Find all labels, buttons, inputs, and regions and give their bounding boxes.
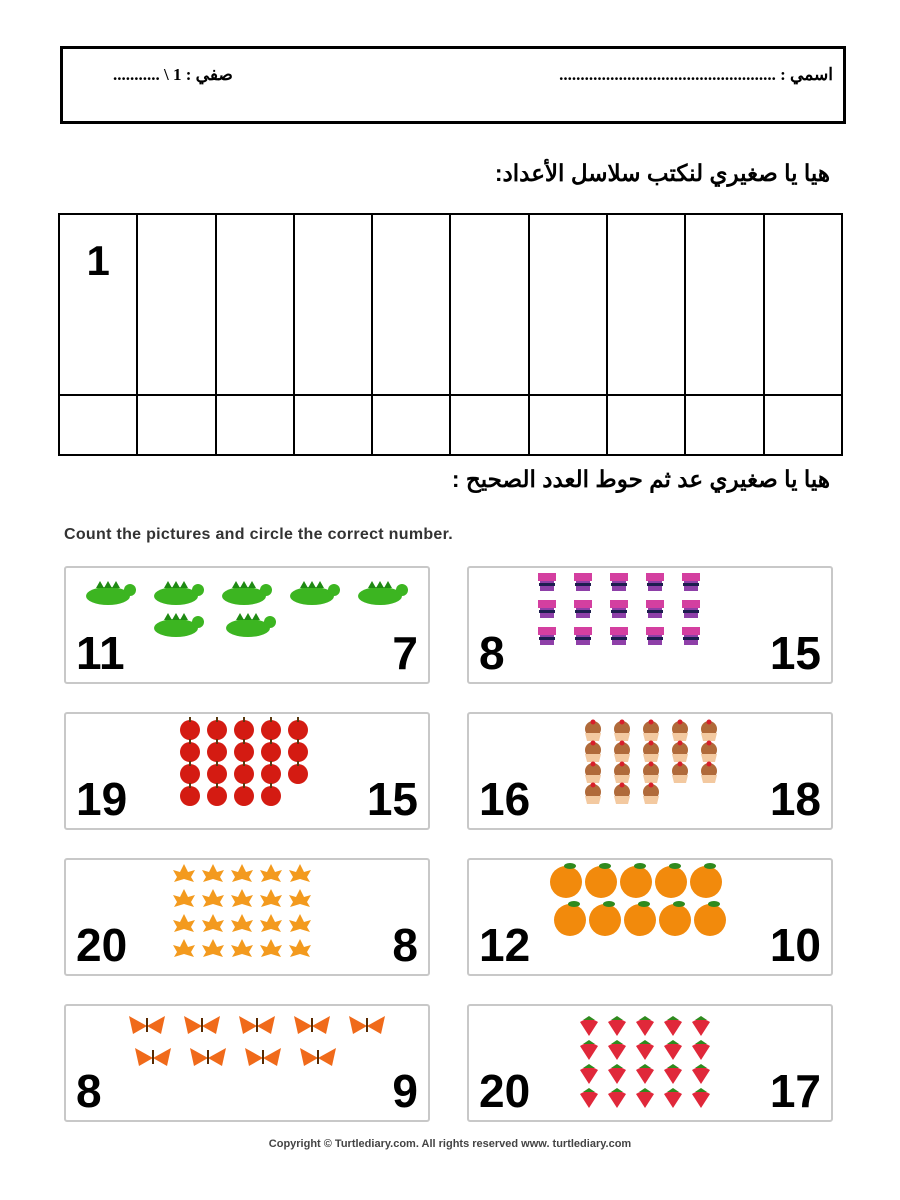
grid-cell[interactable]: [450, 214, 528, 395]
grid-cell[interactable]: [529, 395, 607, 455]
dinosaur-icon: [86, 581, 136, 605]
cupcake-icon: [614, 720, 630, 742]
maple-leaf-icon: [202, 914, 224, 932]
answer-option-right[interactable]: 17: [769, 1065, 821, 1117]
answer-option-left[interactable]: 20: [76, 919, 128, 971]
strawberry-icon: [636, 1064, 654, 1084]
maple-leaf-icon: [289, 914, 311, 932]
cupcake-icon: [672, 720, 688, 742]
apple-icon: [261, 739, 281, 762]
copyright-footer: Copyright © Turtlediary.com. All rights reserved www. turtlediary.com: [268, 1138, 632, 1150]
cupcake-icon: [643, 783, 659, 805]
cupcake-icon: [643, 741, 659, 763]
strawberry-icon: [580, 1016, 598, 1036]
class-field-label: صفي : 1 \ ...........: [113, 65, 233, 84]
flower-pot-icon: [574, 600, 592, 618]
maple-leaf-icon: [173, 914, 195, 932]
strawberry-icon: [664, 1088, 682, 1108]
maple-leaf-icon: [173, 889, 195, 907]
maple-leaf-icon: [202, 939, 224, 957]
grid-cell[interactable]: [294, 395, 372, 455]
grid-cell[interactable]: [764, 395, 842, 455]
apple-icon: [288, 761, 308, 784]
flower-pot-icon: [574, 573, 592, 591]
maple-leaf-icon: [231, 889, 253, 907]
grid-cell[interactable]: [59, 214, 137, 395]
answer-option-left[interactable]: 12: [479, 919, 531, 971]
maple-leaf-icon: [202, 889, 224, 907]
maple-leaf-icon: [202, 864, 224, 882]
cupcake-icon: [585, 783, 601, 805]
flower-pot-icon: [682, 627, 700, 645]
flower-pot-icon: [574, 627, 592, 645]
apple-icon: [288, 717, 308, 740]
name-class-box: [60, 46, 846, 124]
orange-icon: [589, 901, 621, 936]
flower-pot-icon: [682, 600, 700, 618]
answer-option-right[interactable]: 15: [366, 773, 418, 825]
answer-option-right[interactable]: 7: [392, 627, 418, 679]
strawberry-icon: [692, 1016, 710, 1036]
strawberry-icon: [692, 1040, 710, 1060]
flower-pot-icon: [610, 627, 628, 645]
maple-leaf-icon: [260, 939, 282, 957]
apple-icon: [207, 717, 227, 740]
maple-leaf-icon: [173, 864, 195, 882]
orange-icon: [690, 863, 722, 898]
grid-cell[interactable]: [294, 214, 372, 395]
answer-option-left[interactable]: 16: [479, 773, 531, 825]
apple-icon: [261, 783, 281, 806]
answer-option-left[interactable]: 19: [76, 773, 128, 825]
maple-leaf-icon: [260, 914, 282, 932]
counting-card: [64, 858, 430, 976]
counting-instruction: Count the pictures and circle the correct number.: [64, 526, 454, 543]
grid-cell[interactable]: [137, 214, 215, 395]
butterfly-icon: [190, 1048, 226, 1066]
answer-option-right[interactable]: 18: [769, 773, 821, 825]
cupcake-icon: [701, 741, 717, 763]
maple-leaf-icon: [231, 939, 253, 957]
grid-cell[interactable]: [216, 395, 294, 455]
apple-icon: [180, 761, 200, 784]
strawberry-icon: [580, 1088, 598, 1108]
dinosaur-icon: [358, 581, 408, 605]
answer-option-left[interactable]: 20: [479, 1065, 531, 1117]
flower-pot-icon: [646, 573, 664, 591]
apple-icon: [207, 761, 227, 784]
grid-cell[interactable]: [372, 214, 450, 395]
butterfly-icon: [239, 1016, 275, 1034]
cupcake-icon: [701, 762, 717, 784]
counting-card: [467, 566, 833, 684]
counting-card: [467, 712, 833, 830]
dinosaur-icon: [154, 613, 204, 637]
cupcake-icon: [643, 762, 659, 784]
orange-icon: [620, 863, 652, 898]
apple-icon: [180, 783, 200, 806]
apple-icon: [234, 717, 254, 740]
apple-icon: [261, 761, 281, 784]
apple-icon: [234, 783, 254, 806]
answer-option-right[interactable]: 10: [769, 919, 821, 971]
grid-cell[interactable]: [685, 395, 763, 455]
dinosaur-icon: [226, 613, 276, 637]
answer-option-right[interactable]: 8: [392, 919, 418, 971]
strawberry-icon: [636, 1088, 654, 1108]
counting-card: [64, 1004, 430, 1122]
orange-icon: [659, 901, 691, 936]
flower-pot-icon: [538, 573, 556, 591]
grid-cell-value: 1: [86, 237, 110, 284]
picture-group: [66, 1006, 432, 1124]
grid-cell[interactable]: [607, 214, 685, 395]
dinosaur-icon: [222, 581, 272, 605]
strawberry-icon: [692, 1088, 710, 1108]
counting-heading: هيا يا صغيري عد ثم حوط العدد الصحيح :: [451, 466, 830, 492]
grid-cell[interactable]: [607, 395, 685, 455]
strawberry-icon: [664, 1064, 682, 1084]
cupcake-icon: [672, 741, 688, 763]
cupcake-icon: [585, 762, 601, 784]
grid-cell[interactable]: [216, 214, 294, 395]
grid-cell[interactable]: [450, 395, 528, 455]
answer-option-left[interactable]: 8: [76, 1065, 102, 1117]
maple-leaf-icon: [289, 889, 311, 907]
grid-cell[interactable]: [59, 395, 137, 455]
strawberry-icon: [608, 1016, 626, 1036]
apple-icon: [180, 717, 200, 740]
flower-pot-icon: [646, 627, 664, 645]
strawberry-icon: [636, 1040, 654, 1060]
grid-cell[interactable]: [137, 395, 215, 455]
flower-pot-icon: [682, 573, 700, 591]
strawberry-icon: [608, 1064, 626, 1084]
grid-row: [59, 214, 842, 395]
strawberry-icon: [580, 1040, 598, 1060]
number-sequence-grid: [58, 213, 843, 456]
strawberry-icon: [692, 1064, 710, 1084]
apple-icon: [234, 761, 254, 784]
orange-icon: [554, 901, 586, 936]
cupcake-icon: [643, 720, 659, 742]
flower-pot-icon: [538, 600, 556, 618]
maple-leaf-icon: [260, 864, 282, 882]
orange-icon: [694, 901, 726, 936]
maple-leaf-icon: [289, 939, 311, 957]
cupcake-icon: [672, 762, 688, 784]
strawberry-icon: [664, 1016, 682, 1036]
orange-icon: [585, 863, 617, 898]
maple-leaf-icon: [260, 889, 282, 907]
orange-icon: [550, 863, 582, 898]
orange-icon: [655, 863, 687, 898]
apple-icon: [234, 739, 254, 762]
flower-pot-icon: [646, 600, 664, 618]
butterfly-icon: [300, 1048, 336, 1066]
answer-option-right[interactable]: 15: [769, 627, 821, 679]
answer-option-left[interactable]: 8: [479, 627, 505, 679]
orange-icon: [624, 901, 656, 936]
dinosaur-icon: [290, 581, 340, 605]
strawberry-icon: [608, 1040, 626, 1060]
flower-pot-icon: [538, 627, 556, 645]
strawberry-icon: [580, 1064, 598, 1084]
grid-cell[interactable]: [685, 214, 763, 395]
sequence-heading: هيا يا صغيري لنكتب سلاسل الأعداد:: [494, 160, 830, 186]
apple-icon: [207, 739, 227, 762]
butterfly-icon: [184, 1016, 220, 1034]
strawberry-icon: [664, 1040, 682, 1060]
cupcake-icon: [614, 762, 630, 784]
apple-icon: [261, 717, 281, 740]
apple-icon: [180, 739, 200, 762]
flower-pot-icon: [610, 573, 628, 591]
maple-leaf-icon: [173, 939, 195, 957]
counting-card: [467, 858, 833, 976]
cupcake-icon: [614, 783, 630, 805]
dinosaur-icon: [154, 581, 204, 605]
apple-icon: [207, 783, 227, 806]
grid-cell[interactable]: [372, 395, 450, 455]
answer-option-left[interactable]: 11: [76, 627, 125, 679]
butterfly-icon: [135, 1048, 171, 1066]
butterfly-icon: [349, 1016, 385, 1034]
butterfly-icon: [245, 1048, 281, 1066]
name-field-label: اسمي : ...................................................: [559, 65, 833, 84]
grid-row: [59, 395, 842, 455]
apple-icon: [288, 739, 308, 762]
cupcake-icon: [614, 741, 630, 763]
butterfly-icon: [129, 1016, 165, 1034]
counting-card: [64, 566, 430, 684]
cupcake-icon: [585, 720, 601, 742]
maple-leaf-icon: [231, 864, 253, 882]
strawberry-icon: [636, 1016, 654, 1036]
maple-leaf-icon: [289, 864, 311, 882]
answer-option-right[interactable]: 9: [392, 1065, 418, 1117]
grid-cell[interactable]: [764, 214, 842, 395]
maple-leaf-icon: [231, 914, 253, 932]
cupcake-icon: [585, 741, 601, 763]
counting-card: [467, 1004, 833, 1122]
strawberry-icon: [608, 1088, 626, 1108]
grid-cell[interactable]: [529, 214, 607, 395]
cupcake-icon: [701, 720, 717, 742]
counting-card: [64, 712, 430, 830]
butterfly-icon: [294, 1016, 330, 1034]
flower-pot-icon: [610, 600, 628, 618]
